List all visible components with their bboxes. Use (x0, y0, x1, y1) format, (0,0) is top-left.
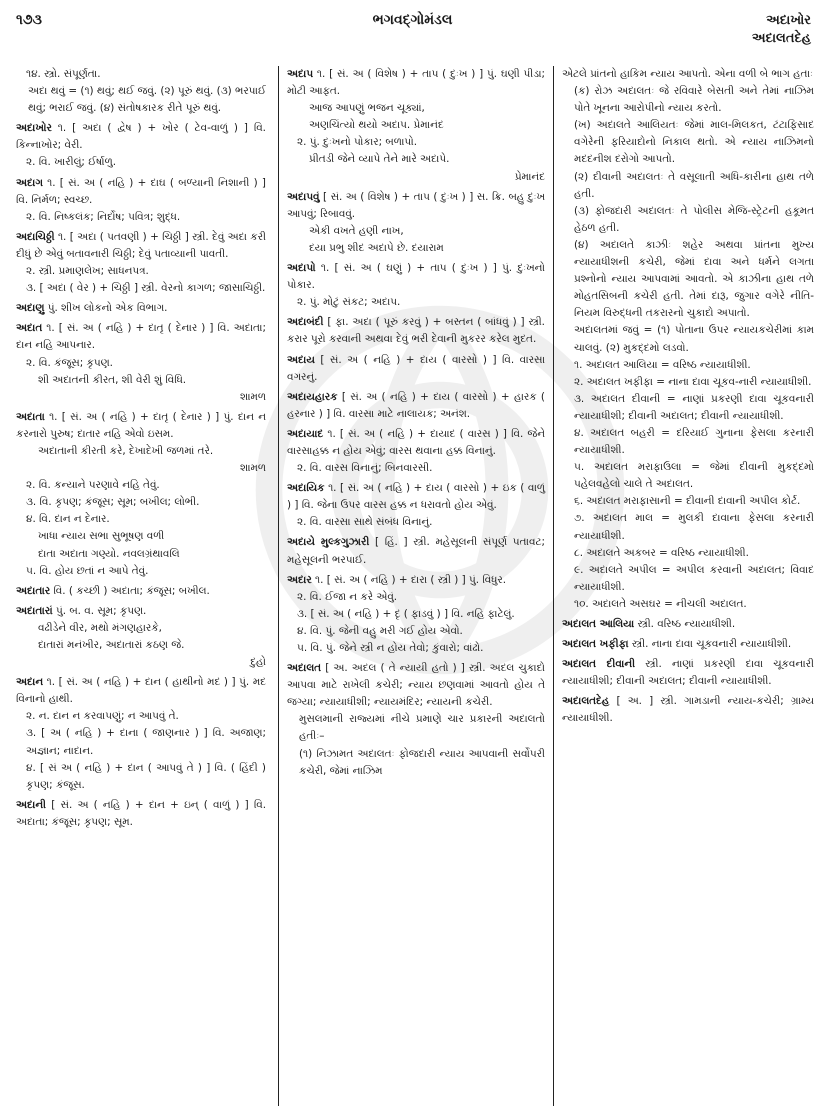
entry-ind (562, 117, 814, 168)
entry-ind (562, 391, 814, 425)
line-text: [ હિં. ] સ્ત્રી. મહેસૂલની સંપૂર્ણ પતાવટ; મહેસૂલની ભરપાઈ. (287, 536, 545, 566)
entry-sub (16, 355, 266, 372)
dictionary-columns (0, 66, 825, 1106)
line-text: ૫. વિ. પું. જેને સ્ત્રી ન હોય તેવો; કુંવારો; વાંઢો. (297, 642, 484, 654)
headword: અદાગ (16, 176, 43, 189)
entry-ind (562, 237, 814, 322)
entry-ind (562, 493, 814, 510)
entry-ind (562, 83, 814, 117)
line-text: વઢીડેને વીર, મથો મંગણહારકે, (38, 621, 162, 634)
entry-quote (287, 151, 545, 168)
line-text: સ્ત્રી. વરિષ્ઠ ન્યાયાધીશી. (637, 618, 736, 630)
line-text: (૩) ફોજદારી અદાલતઃ તે પોલીસ મેજિ-સ્ટ્રેટની હકૂમત હેઠળ હતી. (574, 204, 814, 234)
line-text: સ્ત્રી. નાના દાવા ચૂકવનારી ન્યાયાધીશી. (631, 638, 792, 651)
guide-word-last: અદાલતદેહ (751, 31, 811, 46)
entry-sub (16, 66, 266, 83)
headword: અદાની (16, 798, 47, 811)
line-text: અણચિંત્યો થયો અદાપ. પ્રેમાનંદ (309, 119, 444, 132)
entry-sub (287, 606, 545, 623)
entry-ind (562, 374, 814, 391)
headword: અદાણુ (16, 302, 45, 315)
line-text: ૧૪. સ્ત્રો. સંપૂર્ણતા. (26, 68, 101, 80)
line-text: પ્રીતડી જેને વ્યાપે તેને મારે અદાપે. (309, 153, 450, 166)
dictionary-entry (287, 572, 545, 657)
entry-definition (287, 660, 545, 711)
line-text: [ અ. અદલ ( તે ન્યાયી હતો ) ] સ્ત્રી. અદલ ચુકાદો આપવા માટે રાખેલી કચેરી; ન્યાય છણવામાં આવતો હોય તે જગ્યા; ન્યાયાધીશી; ન્યાયમંદિર; ન્યાયની કચેરી. (287, 662, 545, 709)
headword: અદાતારાં (16, 604, 53, 617)
dictionary-entry (16, 229, 266, 297)
entry-sub (16, 280, 266, 297)
headword: અદાયિક (287, 482, 325, 495)
line-text: અદા થવું = (૧) થવું; થઈ જવું. (૨) પૂરું થવું. (૩) ભરપાઈ થવું; ભરાઈ જવું. (૪) સંતોષકારક રીતે પૂરું થવું. (28, 85, 266, 115)
line-text: ૨. વિ. નિષ્કલંક; નિર્દોષ; પવિત્ર; શુદ્ધ. (26, 210, 181, 223)
headword: અદાલત (287, 662, 322, 675)
headword: અદાલત આલિયા (562, 618, 635, 630)
line-text: ૨. વિ. ખારીલું; ઈર્ષાળુ. (26, 156, 117, 169)
entry-sub (16, 760, 266, 794)
line-text: ૨. પું. મોટું સંકટ; અદાપ. (297, 296, 401, 309)
entry-definition (287, 480, 545, 514)
dictionary-entry (16, 320, 266, 405)
entry-quote (287, 100, 545, 117)
dictionary-entry (287, 352, 545, 386)
entry-ind (562, 357, 814, 374)
dictionary-entry (16, 409, 266, 580)
entry-sub (287, 589, 545, 606)
headword: અદાપો (287, 262, 316, 275)
entry-ind (287, 746, 545, 780)
entry-sub (287, 623, 545, 640)
dictionary-entry (562, 693, 814, 727)
entry-ind (562, 203, 814, 237)
entry-definition (16, 583, 266, 600)
dictionary-entry (287, 314, 545, 348)
entry-quote (16, 637, 266, 654)
line-text: [ સં. અ ( નહિ ) + દાય ( વારસો ) + હારક ( હરનાર ) ] વિ. વારસા માટે નાલાયક; અનંશ. (287, 390, 545, 420)
entry-definition (562, 656, 814, 690)
entry-definition (16, 175, 266, 209)
line-text: એકી વખતે હણી નાખ, (309, 224, 404, 237)
line-text: ૧. [ સં. અ ( વિશેષ ) + તાપ ( દુઃખ ) ] પું. ઘણી પીડા; મોટી આફત. (287, 68, 545, 98)
entry-ind (16, 83, 266, 117)
entry-sub (287, 460, 545, 477)
entry-sub (16, 154, 266, 171)
entry-definition (16, 797, 266, 831)
line-text: ૨. વિ. વારસ વિનાનું; બિનવારસી. (297, 462, 433, 475)
line-text: ૧. [ સં. અ ( નહિ ) + દાતૃ ( દેનાર ) ] પું. દાન ન કરનારો પુરુષ; દાતાર નહિ એવો ઇસમ. (16, 410, 266, 440)
line-text: ૫. વિ. હોય છતાં ન આપે તેવું. (26, 564, 149, 577)
line-text: ખાધા ન્યાય સભા સુભૂષણ વળી (38, 530, 165, 543)
entry-quote (16, 372, 266, 389)
line-text: ૯. અદાલતે અપીલ = અપીલ કરવાની અદાલત; વિવાદ ન્યાયાધીશી. (574, 563, 814, 593)
entry-source (16, 460, 266, 477)
entry-definition (562, 66, 814, 83)
entry-definition (287, 572, 545, 589)
dictionary-entry (16, 300, 266, 317)
dictionary-entry (287, 260, 545, 311)
line-text: પ્રેમાનંદ (514, 170, 545, 183)
line-text: આજ આપણું ભજન ચૂક્યાં, (309, 102, 425, 115)
entry-sub (287, 640, 545, 657)
column-1 (16, 66, 266, 1106)
entry-sub (16, 263, 266, 280)
entry-definition (287, 534, 545, 568)
dictionary-entry (16, 583, 266, 600)
line-text: ૧. [ સં. અ ( નહિ ) + દારા ( સ્ત્રી ) ] પું. વિધુર. (315, 573, 507, 586)
line-text: ૨. પું. દુઃખનો પોકાર; બળાપો. (297, 136, 418, 149)
entry-definition (16, 320, 266, 354)
line-text: ૩. અદાલત દીવાની = નાણાં પ્રકરણી દાવા ચૂકવનારી ન્યાયાધીશી; દીવાની અદાલત; દીવાની ન્યાયાધીશી. (574, 392, 814, 422)
headword: અદાલત ખફીફા (562, 638, 629, 651)
line-text: પું. બ. વ. સૂમ; કૃપણ. (55, 604, 147, 617)
line-text: ૨. ન. દાન ન કરવાપણું; ન આપવું તે. (26, 710, 179, 723)
entry-source (16, 389, 266, 406)
entry-definition (287, 352, 545, 386)
line-text: પું. શીખ લોકનો એક વિભાગ. (47, 302, 168, 315)
entry-sub (16, 209, 266, 226)
line-text: દાતારાં મનંખીર, અદાતારાં કઠણ જે. (38, 639, 185, 651)
entry-definition (287, 189, 545, 223)
line-text: શામળ (240, 462, 266, 475)
entry-definition (16, 229, 266, 263)
headword: અદાન (16, 676, 44, 689)
line-text: સ્ત્રી. નાણાં પ્રકરણી દાવા ચૂકવનારી ન્યાયાધીશી; દીવાની અદાલત; દીવાની ન્યાયાધીશી. (562, 658, 814, 688)
line-text: [ સં. અ ( નહિ ) + દાન + ઇન્ ( વાળું ) ] વિ. અદાતા; કંજૂસ; કૃપણ; સૂમ. (16, 798, 266, 828)
entry-ind (562, 322, 814, 356)
entry-definition (287, 66, 545, 100)
line-text: ૩. [ સં. અ ( નહિ ) + દૃ ( ફાડવું ) ] વિ. નહિ ફાટેલું. (297, 607, 515, 620)
line-text: ૨. વિ. વારસા સાથે સંબંધ વિનાનું. (297, 516, 433, 529)
line-text: (૪) અદાલતે કાઝીઃ શહેર અથવા પ્રાંતના મુખ્ય ન્યાયાધીશની કચેરી, જેમાં દાવા અને ધર્મને લગતા પ્રશ્નોનો ન્યાય આપવામાં આવતો. એ કાઝીના હાથ તળે મોહતસિબની કચેરી હતી. તેમાં દારૂ, જુગાર વગેરે નીતિ-નિયમ વિરુદ્ધની તકરારનો ચુકાદો અપાતો. (574, 238, 814, 320)
entry-ind (562, 459, 814, 493)
line-text: ૩. [ અ ( નહિ ) + દાના ( જાણનાર ) ] વિ. અજાણ; અજ્ઞાન; નાદાન. (26, 727, 266, 757)
line-text: [ સં. અ ( વિશેષ ) + તાપ ( દુઃખ ) ] સ. ક્રિ. બહુ દુઃખ આપવું; રિબાવવું. (287, 190, 545, 220)
line-text: (૧) નિઝામત અદાલતઃ ફોજદારી ન્યાય આપવાની સર્વોપરી કચેરી, જેમાં નાઝિમ (299, 747, 545, 777)
line-text: ૧. [ અદા ( દ્વેષ ) + ખોર ( ટેવ-વાળું ) ] વિ. કિન્નાખોર; વેરી. (16, 122, 266, 152)
entry-sub (287, 294, 545, 311)
headword: અદાપ (287, 68, 314, 80)
line-text: (ખ) અદાલતે આલિયતઃ જેમાં માલ-મિલકત, ટંટાફિસાદ વગેરેની ફરિયાદોનો નિકાલ થતો. એ ન્યાય નાઝિમનો મદદનીશ દરોગો આપતો. (574, 119, 814, 166)
headword: અદાય (287, 353, 315, 366)
line-text: શામળ (240, 390, 266, 403)
dictionary-entry (16, 797, 266, 831)
dictionary-entry (287, 660, 545, 780)
dictionary-entry (287, 389, 545, 423)
line-text: ૨. વિ. કંજૂસ; કૃપણ. (26, 356, 113, 369)
headword: અદાતા (16, 410, 45, 423)
entry-ind (562, 562, 814, 596)
line-text: ૧. [ સં. અ ( નહિ ) + દાન ( હાથીનો મદ ) ] પું. મદ વિનાનો હાથી. (16, 676, 266, 706)
entry-definition (16, 300, 266, 317)
line-text: ૫. અદાલત મરાફાઉલા = જેમાં દીવાની મુકદ્દમો પહેલવહેલો ચાલે તે અદાલત. (574, 461, 814, 491)
entry-definition (287, 389, 545, 423)
line-text: ૧. [ સં. અ ( નહિ ) + દાય ( વારસો ) + ઇક ( વાળું ) ] વિ. જેના ઉપર વારસ હક્ક ન ધરાવતો હોય એવું. (287, 482, 545, 512)
entry-ind (562, 510, 814, 544)
dictionary-entry (287, 189, 545, 257)
dictionary-entry (562, 616, 814, 633)
line-text: ૧. અદાલત આલિયા = વરિષ્ઠ ન્યાયાધીશી. (574, 358, 751, 371)
entry-ind (562, 169, 814, 203)
headword: અદાયે મુલ્કગુઝારી (287, 536, 370, 549)
line-text: ૪. વિ. દાન ન દેનાર. (26, 513, 110, 526)
line-text: ૮. અદાલતે અકબર = વરિષ્ઠ ન્યાયાધીશી. (574, 546, 749, 559)
line-text: વિ. ( કચ્છી ) અદાતા; કંજૂસ; બખીલ. (53, 584, 210, 597)
column-3 (562, 66, 814, 1106)
entry-quote (287, 240, 545, 257)
entry-source (287, 169, 545, 186)
dictionary-entry (287, 66, 545, 186)
entry-sub (16, 511, 266, 528)
entry-sub (287, 134, 545, 151)
headword: અદાતાર (16, 584, 51, 597)
dictionary-entry (16, 603, 266, 671)
line-text: દયા પ્રભુ શીદ અદાપે છે. દયારામ (309, 241, 444, 254)
dictionary-entry (562, 656, 814, 690)
headword: અદાચિઠ્ઠી (16, 230, 55, 243)
dictionary-entry (287, 480, 545, 531)
entry-definition (287, 260, 545, 294)
entry-quote (287, 223, 545, 240)
line-text: ૩. [ અદા ( વેર ) + ચિઠ્ઠી ] સ્ત્રી. વેરનો કાગળ; જાસાચિઠ્ઠી. (26, 282, 266, 295)
line-text: ૬. અદાલત મરાફાસાની = દીવાની દાવાની અપીલ કોર્ટ. (574, 495, 801, 508)
line-text: ૧. [ અદા ( પતવણી ) + ચિઠ્ઠી ] સ્ત્રી. દેવું અદા કરી દીધું છે એવું બતાવનારી ચિઠ્ઠી; દેવું પતાવ્યાની પાવતી. (16, 230, 266, 260)
line-text: ૧. [ સં. અ ( નહિ ) + દાતૃ ( દેનાર ) ] વિ. અદાતા; દાન નહિ આપનાર. (16, 322, 266, 352)
line-text: (ક) રોઝ અદાલતઃ જે રવિવારે બેસતી અને તેમાં નાઝિમ પોતે ખૂનના આરોપીનો ન્યાય કરતો. (574, 85, 814, 115)
entry-ind (562, 425, 814, 459)
line-text: ૨. વિ. કન્યાને પરણાવે નહિ તેવું. (26, 479, 160, 492)
entry-ind (562, 596, 814, 613)
entry-definition (562, 636, 814, 653)
line-text: એટલે પ્રાંતનો હાકિમ ન્યાય આપતો. એના વળી બે ભાગ હતાઃ (562, 68, 813, 80)
line-text: અદાતાની કીરતી કરે, દેખાદેખી જળમાં તરે. (38, 444, 214, 457)
headword: અદાખોર (16, 122, 52, 135)
line-text: ૨. સ્ત્રી. પ્રમાણલેખ; સાધનપત્ર. (26, 265, 149, 278)
entry-definition (16, 674, 266, 708)
entry-sub (16, 563, 266, 580)
entry-sub (16, 708, 266, 725)
dictionary-entry (562, 636, 814, 653)
entry-definition (562, 693, 814, 727)
dictionary-entry (16, 66, 266, 117)
entry-definition (562, 616, 814, 633)
dictionary-entry (16, 674, 266, 794)
page-header (0, 0, 825, 60)
dictionary-entry (287, 534, 545, 568)
entry-quote (16, 620, 266, 637)
entry-sub (287, 514, 545, 531)
entry-source (16, 654, 266, 671)
dictionary-entry (562, 66, 814, 613)
dictionary-entry (287, 426, 545, 477)
headword: અદાલત દીવાની (562, 658, 636, 671)
entry-quote (16, 528, 266, 545)
line-text: (૨) દીવાની અદાલતઃ તે વસૂલાતી અધિ-કારીના હાથ તળે હતી. (574, 170, 814, 200)
line-text: ૧૦. અદાલતે અસઘર = નીચલી અદાલત. (574, 597, 747, 610)
line-text: ૨. વિ. ઈજા ન કરે એવું. (297, 590, 398, 603)
headword: અદાપવું (287, 190, 320, 203)
entry-sub (16, 477, 266, 494)
headword: અદાયાદ (287, 427, 324, 440)
entry-sub (16, 725, 266, 759)
entry-ind (287, 711, 545, 745)
headword: અદાબંદી (287, 316, 324, 329)
line-text: ૭. અદાલત માલ = મુલકી દાવાના ફેસલા કરનારી ન્યાયાધીશી. (574, 512, 814, 542)
line-text: [ સં. અ ( નહિ ) + દાય ( વારસો ) ] વિ. વારસા વગરનું. (287, 353, 546, 383)
entry-definition (287, 426, 545, 460)
entry-ind (562, 545, 814, 562)
line-text: અદાલતમાં જવું = (૧) પોતાના ઉપર ન્યાયકચેરીમાં કામ ચાલવું. (૨) મુકદ્દમો લડવો. (574, 324, 814, 354)
line-text: [ ફા. અદા ( પૂરું કરવું ) + બસ્તન ( બાંધવું ) ] સ્ત્રી. કરાર પૂરો કરવાની અથવા દેવું ભરી દેવાની મુકરર કરેલ મુદત. (287, 316, 545, 346)
guide-word-first: અદાખોર (766, 13, 811, 28)
line-text: ૪. અદાલત બહરી = દરિયાઈ ગુનાના ફેસલા કરનારી ન્યાયાધીશી. (574, 426, 814, 457)
line-text: દાતા અદાતા ગણ્યો. નવલગ્રંથાવલિ (38, 547, 180, 560)
entry-definition (16, 120, 266, 154)
line-text: ૪. વિ. પું. જેની વહુ મરી ગઈ હોય એવો. (297, 624, 463, 637)
line-text: ૧. [ સં. અ ( ઘણું ) + તાપ ( દુઃખ ) ] પું. દુઃખનો પોકાર. (287, 262, 545, 292)
headword: અદાર (287, 573, 312, 586)
dictionary-entry (16, 120, 266, 171)
line-text: ૧. [ સં. અ ( નહિ ) + દાયાદ ( વારસ ) ] વિ. જેને વારસાહક્ક ન હોય એવું; વારસ થવાના હક્ક વિનાનું. (287, 427, 545, 457)
line-text: મુસલમાની રાજ્યમાં નીચે પ્રમાણે ચાર પ્રકારની અદાલતો હતીઃ– (299, 713, 545, 743)
headword: અદાલતદેહ (562, 695, 610, 708)
line-text: ૩. વિ. કૃપણ; કંજૂસ; સૂમ; બખીલ; લોભી. (26, 496, 200, 509)
line-text: ૪. [ સં અ ( નહિ ) + દાન ( આપવું તે ) ] વિ. ( હિંદી ) કૃપણ; કંજૂસ. (26, 761, 266, 791)
running-title: ભગવદ્ગોમંડલ (372, 12, 453, 28)
column-2 (278, 66, 554, 1106)
headword: અદાત (16, 322, 43, 335)
line-text: શી અદાતની કીરત, શી વેરી શું વિધિ. (38, 373, 187, 386)
entry-quote (16, 546, 266, 563)
guide-words (752, 12, 811, 48)
entry-quote (287, 117, 545, 134)
entry-definition (16, 603, 266, 620)
line-text: ૧. [ સં. અ ( નહિ ) + દાઘ ( બળ્યાની નિશાની ) ] વિ. નિર્મળ; સ્વચ્છ. (16, 176, 266, 206)
line-text: [ અ. ] સ્ત્રી. ગામડાની ન્યાય-કચેરી; ગ્રામ્ય ન્યાયાધીશી. (562, 695, 814, 725)
line-text: દુહો (250, 656, 266, 669)
page-number: ૧૭૩ (16, 12, 42, 28)
entry-definition (16, 409, 266, 443)
entry-quote (16, 443, 266, 460)
dictionary-entry (16, 175, 266, 226)
line-text: ૨. અદાલત ખફીફા = નાના દાવા ચૂકવ-નારી ન્યાયાધીશી. (574, 375, 812, 388)
entry-definition (287, 314, 545, 348)
headword: અદાયહારક (287, 390, 338, 403)
entry-sub (16, 494, 266, 511)
